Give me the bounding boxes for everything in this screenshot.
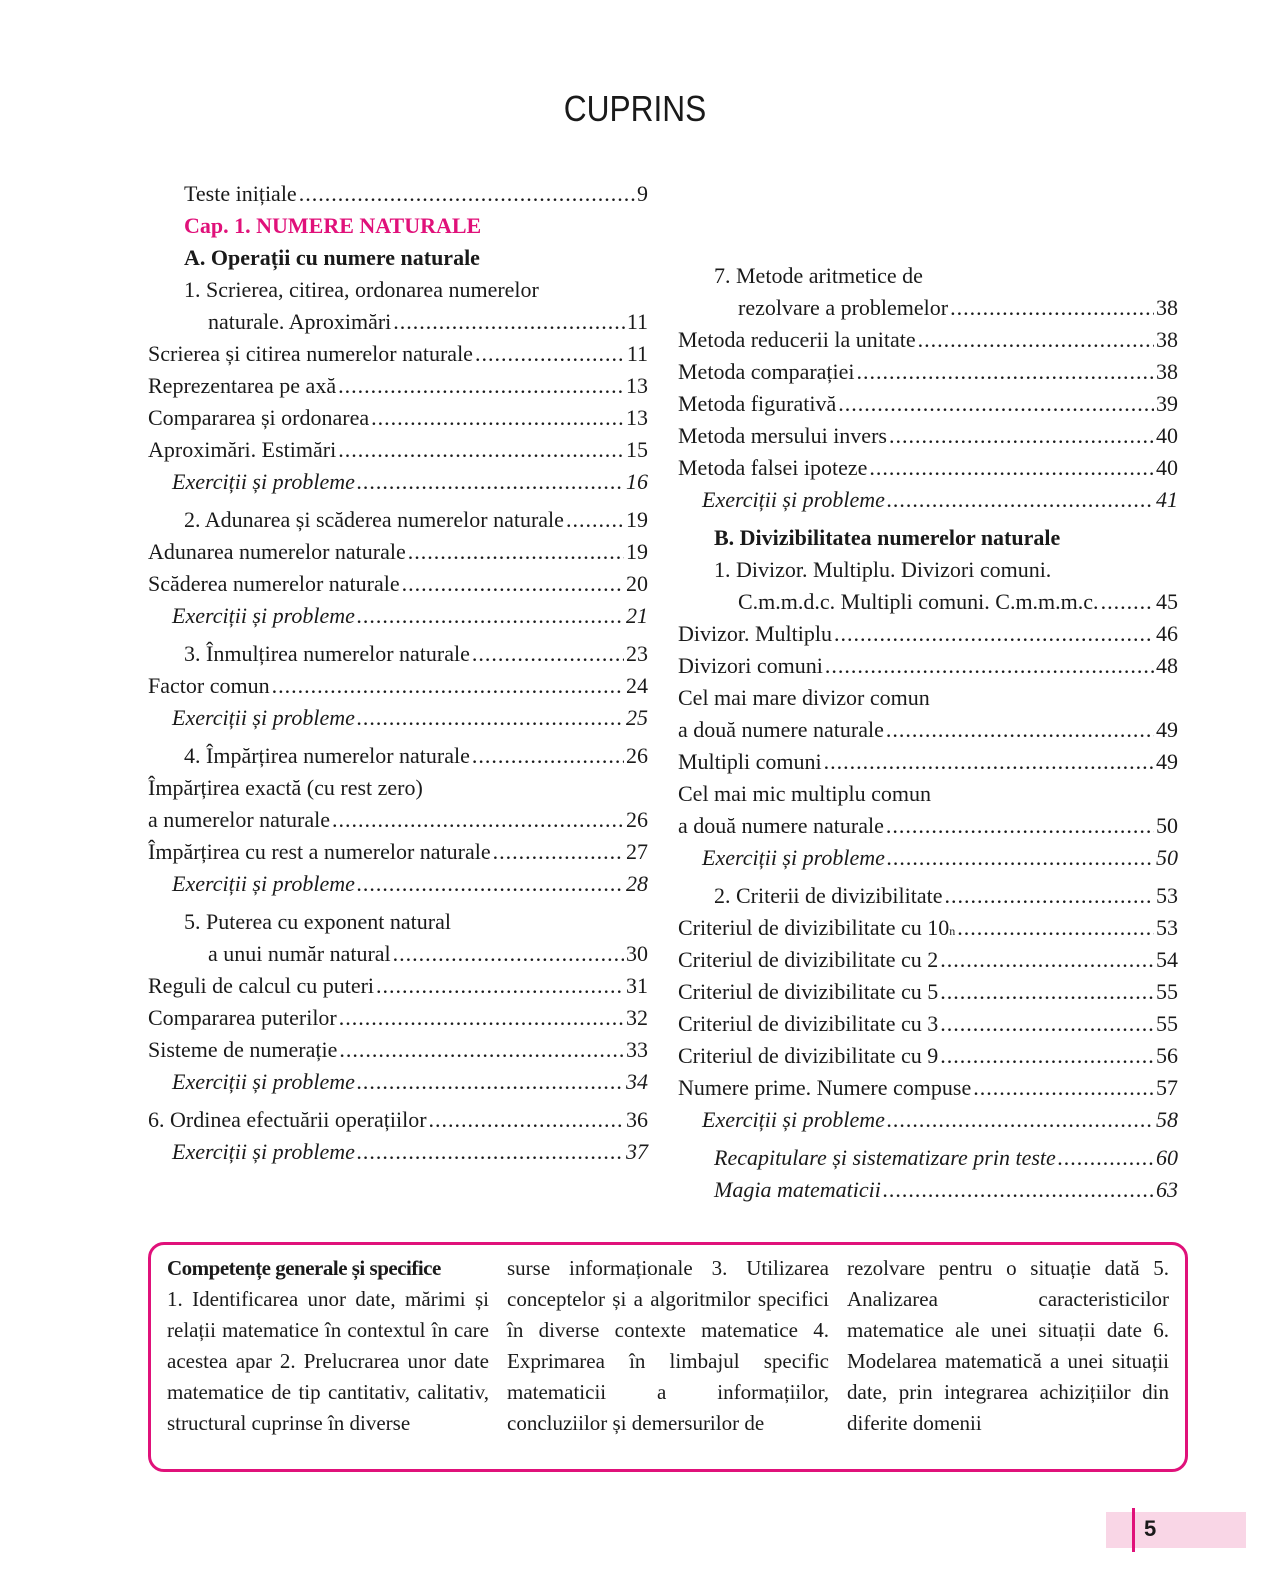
toc-leader-dots [376, 970, 624, 1002]
toc-entry [678, 1104, 1178, 1136]
toc-entry-label: 3. Înmulțirea numerelor naturale [184, 641, 470, 666]
page-number: 5 [1144, 1516, 1157, 1541]
toc-leader-dots [393, 306, 625, 338]
toc-entry [148, 772, 648, 804]
toc-entry-page: 13 [626, 373, 648, 398]
toc-entry [678, 292, 1178, 324]
toc-leader-dots [825, 650, 1154, 682]
toc-entry-page: 53 [1156, 915, 1178, 940]
toc-entry-label: Reguli de calcul cu puteri [148, 973, 375, 998]
toc-entry-page: 56 [1156, 1043, 1178, 1068]
toc-leader-dots [408, 536, 624, 568]
competences-heading: Competențe generale și specifice [167, 1256, 441, 1280]
toc-entry-label: Metoda falsei ipoteze [678, 455, 868, 480]
toc-entry-label: Metoda reducerii la unitate [678, 327, 916, 352]
toc-leader-dots [339, 1002, 624, 1034]
toc-entry-label: 2. Adunarea și scăderea numerelor naturale [184, 507, 564, 532]
toc-entry-page: 11 [626, 309, 648, 334]
toc-entry-label: Divizor. Multiplu [678, 621, 832, 646]
competences-column-1 [167, 1253, 489, 1469]
page-title: CUPRINS [563, 88, 707, 129]
toc-leader-dots [869, 452, 1154, 484]
toc-leader-dots [371, 402, 624, 434]
toc-entry-label: Teste inițiale [184, 181, 297, 206]
toc-entry-page: 9 [637, 181, 648, 206]
toc-entry-page: 53 [1156, 883, 1178, 908]
toc-leader-dots [887, 484, 1154, 516]
toc-entry-page: 63 [1156, 1177, 1178, 1202]
toc-entry [148, 868, 648, 900]
toc-leader-dots [402, 568, 624, 600]
toc-entry-label: Reprezentarea pe axă [148, 373, 337, 398]
toc-entry-page: 46 [1156, 621, 1178, 646]
toc-leader-dots [393, 938, 624, 970]
toc-entry-label: Împărțirea cu rest a numerelor naturale [148, 839, 491, 864]
toc-entry [148, 600, 648, 632]
toc-entry-page: 40 [1156, 455, 1178, 480]
toc-leader-dots [834, 618, 1154, 650]
toc-entry [148, 1066, 648, 1098]
toc-entry-label: Criteriul de divizibilitate cu 9 [678, 1043, 939, 1068]
toc-entry-page: 31 [626, 973, 648, 998]
toc-entry-label: Numere prime. Numere compuse [678, 1075, 972, 1100]
toc-leader-dots [357, 868, 624, 900]
toc-entry [678, 842, 1178, 874]
toc-entry-label: 7. Metode aritmetice de [714, 263, 923, 288]
toc-entry-label: Scăderea numerelor naturale [148, 571, 400, 596]
toc-entry [678, 554, 1178, 586]
toc-leader-dots [889, 420, 1154, 452]
toc-entry-label: Aproximări. Estimări [148, 437, 337, 462]
toc-entry-label: Exerciții și probleme [172, 871, 355, 896]
toc-entry-page: 19 [626, 507, 648, 532]
toc-entry [678, 944, 1178, 976]
toc-entry-label: Exerciții și probleme [172, 603, 355, 628]
toc-entry-page: 36 [626, 1107, 648, 1132]
toc-entry-page: 50 [1156, 845, 1178, 870]
toc-entry [148, 178, 648, 210]
competences-box [148, 1242, 1188, 1472]
toc-entry-label: Exerciții și probleme [172, 1139, 355, 1164]
toc-leader-dots [566, 504, 624, 536]
toc-entry-label: Divizori comuni [678, 653, 823, 678]
toc-entry-label: Factor comun [148, 673, 270, 698]
toc-leader-dots [1101, 586, 1154, 618]
toc-leader-dots [940, 944, 1154, 976]
toc-entry [678, 586, 1178, 618]
toc-entry-label: a două numere naturale [678, 717, 884, 742]
toc-entry [148, 306, 648, 338]
toc-entry-label: 5. Puterea cu exponent natural [184, 909, 451, 934]
toc-entry-label: a numerelor naturale [148, 807, 331, 832]
toc-entry-page: 16 [626, 469, 648, 494]
toc-entry [678, 522, 1178, 554]
toc-entry-page: 33 [626, 1037, 648, 1062]
toc-entry [678, 1142, 1178, 1174]
toc-entry [678, 484, 1178, 516]
toc-entry-label: Exerciții și probleme [172, 1069, 355, 1094]
toc-entry [148, 804, 648, 836]
toc-entry-label: Cel mai mare divizor comun [678, 685, 930, 710]
toc-entry [678, 976, 1178, 1008]
toc-entry-page: 19 [626, 539, 648, 564]
toc-entry-page: 41 [1156, 487, 1178, 512]
toc-entry-page: 58 [1156, 1107, 1178, 1132]
toc-entry [148, 970, 648, 1002]
toc-leader-dots [357, 1136, 624, 1168]
toc-leader-dots [940, 976, 1154, 1008]
toc-entry-page: 55 [1156, 1011, 1178, 1036]
toc-entry [678, 452, 1178, 484]
toc-entry-page: 48 [1156, 653, 1178, 678]
competences-text-2: surse informaționale 3. Utilizarea conceptelor și a algoritmilor specifici în diverse contexte matematice 4. Exprimarea în limbajul specific matematicii a informațiilor, concluziilor și demersurilor de [507, 1256, 829, 1435]
toc-entry [148, 536, 648, 568]
toc-leader-dots [950, 292, 1154, 324]
competences-column-3 [847, 1253, 1169, 1469]
toc-leader-dots [493, 836, 624, 868]
toc-entry [148, 402, 648, 434]
competences-text-1: 1. Identificarea unor date, mărimi și relații matematice în contextul în care acestea apar 2. Prelucrarea unor date matematice de tip cantitativ, calitativ, structural cuprinse în diverse [167, 1287, 489, 1435]
toc-entry [678, 260, 1178, 292]
toc-entry [678, 880, 1178, 912]
toc-entry-page: 13 [626, 405, 648, 430]
toc-entry [678, 324, 1178, 356]
toc-leader-dots [957, 912, 1154, 944]
toc-entry [148, 1136, 648, 1168]
toc-entry-label: Exerciții și probleme [172, 469, 355, 494]
toc-leader-dots [887, 1104, 1154, 1136]
toc-entry-label: Multipli comuni [678, 749, 822, 774]
toc-entry-label: Criteriul de divizibilitate cu 3 [678, 1011, 939, 1036]
toc-entry [678, 810, 1178, 842]
toc-entry [148, 906, 648, 938]
toc-leader-dots [940, 1008, 1154, 1040]
toc-leader-dots [429, 1104, 624, 1136]
toc-leader-dots [299, 178, 635, 210]
toc-entry-label: 2. Criterii de divizibilitate [714, 883, 943, 908]
toc-entry [148, 434, 648, 466]
toc-entry-label: Exerciții și probleme [702, 845, 885, 870]
toc-leader-dots [883, 1174, 1154, 1206]
page-number-tab [1106, 1512, 1246, 1548]
toc-entry-page: 37 [626, 1139, 648, 1164]
toc-entry [148, 702, 648, 734]
toc-entry [148, 740, 648, 772]
toc-leader-dots [973, 1072, 1154, 1104]
toc-entry-page: 40 [1156, 423, 1178, 448]
toc-entry-page: 26 [626, 807, 648, 832]
toc-leader-dots [338, 370, 624, 402]
toc-entry [148, 1002, 648, 1034]
toc-leader-dots [824, 746, 1154, 778]
toc-leader-dots [886, 714, 1154, 746]
toc-entry-label: Cel mai mic multiplu comun [678, 781, 931, 806]
toc-entry-label: 4. Împărțirea numerelor naturale [184, 743, 470, 768]
toc-leader-dots [940, 1040, 1154, 1072]
toc-entry-page: 49 [1156, 749, 1178, 774]
toc-entry-label: C.m.m.d.c. Multipli comuni. C.m.m.m.c. [738, 589, 1099, 614]
toc-entry [148, 638, 648, 670]
toc-entry [678, 356, 1178, 388]
toc-entry-page: 24 [626, 673, 648, 698]
toc-entry [148, 836, 648, 868]
toc-entry [148, 370, 648, 402]
toc-entry-label: Exerciții și probleme [702, 487, 885, 512]
toc-entry [148, 210, 648, 242]
toc-entry [678, 778, 1178, 810]
toc-leader-dots [357, 466, 624, 498]
toc-entry-page: 50 [1156, 813, 1178, 838]
toc-entry-label: 1. Divizor. Multiplu. Divizori comuni. [714, 557, 1052, 582]
toc-entry-label: Criteriul de divizibilitate cu 10 [678, 915, 950, 940]
toc-leader-dots [475, 338, 625, 370]
toc-entry-page: 60 [1156, 1145, 1178, 1170]
toc-entry-page: 20 [626, 571, 648, 596]
toc-leader-dots [918, 324, 1154, 356]
toc-entry [148, 504, 648, 536]
toc-leader-dots [887, 842, 1154, 874]
toc-leader-dots [886, 810, 1154, 842]
toc-entry [148, 466, 648, 498]
toc-entry-label: A. Operații cu numere naturale [184, 245, 480, 270]
toc-entry-label: B. Divizibilitatea numerelor naturale [714, 525, 1061, 550]
toc-entry-page: 28 [626, 871, 648, 896]
toc-entry [148, 338, 648, 370]
toc-entry-label: Compararea puterilor [148, 1005, 337, 1030]
toc-entry [678, 714, 1178, 746]
toc-entry-page: 21 [626, 603, 648, 628]
toc-entry-page: 11 [626, 341, 648, 366]
toc-entry-label: Magia matematicii [714, 1177, 881, 1202]
toc-entry [148, 274, 648, 306]
page-number-bar [1132, 1508, 1135, 1552]
toc-entry-label: Sisteme de numerație [148, 1037, 338, 1062]
toc-entry-label: a două numere naturale [678, 813, 884, 838]
toc-entry-label: Adunarea numerelor naturale [148, 539, 406, 564]
toc-entry-page: 49 [1156, 717, 1178, 742]
toc-entry-label: Exerciții și probleme [702, 1107, 885, 1132]
toc-entry-page: 27 [626, 839, 648, 864]
toc-entry [678, 682, 1178, 714]
toc-entry [678, 388, 1178, 420]
toc-entry-label: Împărțirea exactă (cu rest zero) [148, 775, 423, 800]
toc-entry [148, 1034, 648, 1066]
toc-entry-label: Exerciții și probleme [172, 705, 355, 730]
toc-entry-label: rezolvare a problemelor [738, 295, 949, 320]
toc-entry-page: 32 [626, 1005, 648, 1030]
toc-entry [148, 242, 648, 274]
toc-entry-page: 38 [1156, 359, 1178, 384]
toc-entry [678, 420, 1178, 452]
toc-entry-page: 15 [626, 437, 648, 462]
toc-entry [678, 1072, 1178, 1104]
toc-right-column [678, 260, 1178, 1206]
toc-entry [678, 618, 1178, 650]
toc-entry-page: 55 [1156, 979, 1178, 1004]
toc-left-column [148, 178, 648, 1168]
toc-entry-page: 23 [626, 641, 648, 666]
toc-entry [148, 670, 648, 702]
toc-leader-dots [357, 702, 624, 734]
toc-entry [678, 1040, 1178, 1072]
toc-entry-page: 38 [1156, 295, 1178, 320]
toc-entry-label: naturale. Aproximări [208, 309, 392, 334]
toc-entry-page: 34 [626, 1069, 648, 1094]
toc-entry-label: Criteriul de divizibilitate cu 5 [678, 979, 939, 1004]
toc-entry [678, 746, 1178, 778]
toc-entry-page: 25 [626, 705, 648, 730]
toc-entry-label: Cap. 1. NUMERE NATURALE [184, 213, 482, 238]
toc-entry-label: Compararea și ordonarea [148, 405, 370, 430]
toc-entry [148, 1104, 648, 1136]
toc-leader-dots [472, 638, 624, 670]
toc-entry-label: a unui număr natural [208, 941, 391, 966]
toc-entry-page: 38 [1156, 327, 1178, 352]
toc-entry-page: 30 [626, 941, 648, 966]
competences-column-2 [507, 1253, 829, 1469]
toc-entry-label: 1. Scrierea, citirea, ordonarea numerelor [184, 277, 539, 302]
toc-leader-dots [338, 434, 624, 466]
toc-entry-page: 45 [1156, 589, 1178, 614]
competences-text-3: rezolvare pentru o situație dată 5. Analizarea caracteristicilor matematice ale unei situații date 6. Modelarea matematică a unei situații date, prin integrarea achizițiilor din diferite domenii [847, 1256, 1169, 1435]
toc-leader-dots [357, 1066, 624, 1098]
toc-entry-label: Metoda comparației [678, 359, 855, 384]
toc-entry-page: 26 [626, 743, 648, 768]
toc-entry [678, 1174, 1178, 1206]
toc-entry: Criteriul de divizibilitate cu 10 n ..... 53 [678, 912, 1178, 944]
toc-entry-label: 6. Ordinea efectuării operațiilor [148, 1107, 427, 1132]
toc-leader-dots [272, 670, 624, 702]
toc-leader-dots [472, 740, 624, 772]
toc-leader-dots [357, 600, 624, 632]
toc-leader-dots [838, 388, 1154, 420]
toc-entry-label: Metoda mersului invers [678, 423, 887, 448]
toc-leader-dots [332, 804, 624, 836]
toc-leader-dots [945, 880, 1155, 912]
toc-entry-label: Recapitulare și sistematizare prin teste [714, 1145, 1056, 1170]
toc-leader-dots [339, 1034, 624, 1066]
toc-entry [148, 568, 648, 600]
toc-entry [148, 938, 648, 970]
toc-entry-label: Metoda figurativă [678, 391, 837, 416]
toc-entry-label: Scrierea și citirea numerelor naturale [148, 341, 473, 366]
toc-entry-label: Criteriul de divizibilitate cu 2 [678, 947, 939, 972]
toc-entry [678, 1008, 1178, 1040]
toc-entry-page: 57 [1156, 1075, 1178, 1100]
toc-entry [678, 650, 1178, 682]
toc-leader-dots [1058, 1142, 1154, 1174]
toc-entry-page: 54 [1156, 947, 1178, 972]
toc-entry-page: 39 [1156, 391, 1178, 416]
toc-leader-dots [857, 356, 1154, 388]
